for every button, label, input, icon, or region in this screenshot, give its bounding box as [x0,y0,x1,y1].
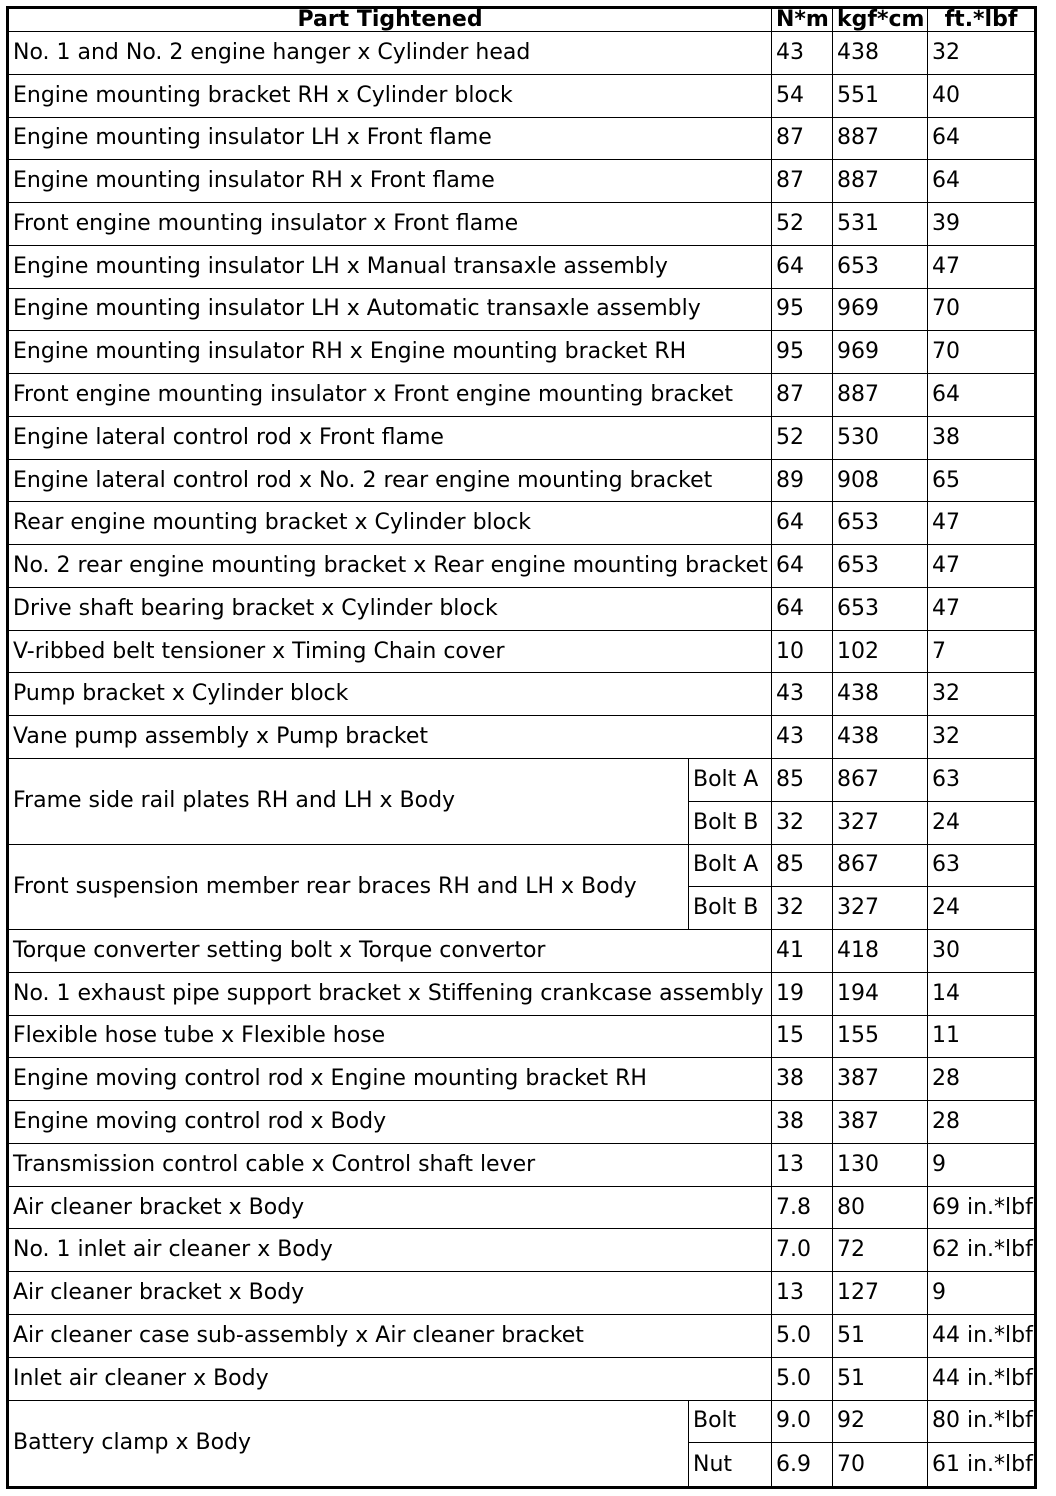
table-row [8,74,1036,117]
ft-lbf-cell: 9 [928,1143,1036,1186]
kgf-cell: 653 [833,502,928,545]
table-row [8,459,1036,502]
table-row [8,416,1036,459]
kgf-cell: 867 [833,844,928,887]
ft-lbf-cell: 9 [928,1272,1036,1315]
part-cell: Engine moving control rod x Body [8,1101,772,1144]
ft-lbf-cell: 69 in.*lbf [928,1186,1036,1229]
nm-cell: 5.0 [772,1357,833,1400]
kgf-cell: 969 [833,288,928,331]
kgf-cell: 70 [833,1443,928,1488]
ft-lbf-cell: 32 [928,32,1036,75]
part-cell: Drive shaft bearing bracket x Cylinder block [8,587,772,630]
kgf-cell: 418 [833,930,928,973]
fastener-cell: Bolt A [689,844,772,887]
part-cell: Air cleaner bracket x Body [8,1186,772,1229]
part-cell: Engine lateral control rod x No. 2 rear engine mounting bracket [8,459,772,502]
nm-cell: 13 [772,1143,833,1186]
fastener-cell: Bolt [689,1400,772,1443]
kgf-cell: 72 [833,1229,928,1272]
nm-cell: 9.0 [772,1400,833,1443]
ft-lbf-cell: 14 [928,972,1036,1015]
nm-cell: 5.0 [772,1314,833,1357]
ft-lbf-cell: 47 [928,545,1036,588]
nm-cell: 15 [772,1015,833,1058]
part-cell: No. 1 exhaust pipe support bracket x Stiffening crankcase assembly [8,972,772,1015]
nm-cell: 43 [772,716,833,759]
fastener-cell: Bolt A [689,759,772,802]
part-cell: Pump bracket x Cylinder block [8,673,772,716]
nm-cell: 7.0 [772,1229,833,1272]
ft-lbf-cell: 44 in.*lbf [928,1357,1036,1400]
kgf-cell: 867 [833,759,928,802]
nm-cell: 41 [772,930,833,973]
table-row [8,673,1036,716]
nm-cell: 95 [772,331,833,374]
nm-cell: 10 [772,630,833,673]
table-row [8,117,1036,160]
table-row [8,716,1036,759]
nm-cell: 32 [772,887,833,930]
table-row [8,1357,1036,1400]
header-kgf-cm: kgf*cm [833,8,928,32]
part-cell: Transmission control cable x Control shaft lever [8,1143,772,1186]
torque-specification-table [6,6,1037,1489]
table-row [8,1272,1036,1315]
part-cell: Engine mounting insulator LH x Front flame [8,117,772,160]
kgf-cell: 327 [833,887,928,930]
ft-lbf-cell: 28 [928,1101,1036,1144]
part-cell: Front engine mounting insulator x Front flame [8,203,772,246]
part-cell: Engine mounting insulator LH x Manual transaxle assembly [8,245,772,288]
ft-lbf-cell: 64 [928,160,1036,203]
fastener-cell: Bolt B [689,887,772,930]
table-row [8,32,1036,75]
table-row [8,587,1036,630]
ft-lbf-cell: 70 [928,331,1036,374]
kgf-cell: 387 [833,1101,928,1144]
kgf-cell: 969 [833,331,928,374]
nm-cell: 38 [772,1058,833,1101]
nm-cell: 64 [772,502,833,545]
table-row [8,972,1036,1015]
table-row [8,630,1036,673]
nm-cell: 87 [772,160,833,203]
table-row [8,331,1036,374]
part-cell: Air cleaner case sub-assembly x Air cleaner bracket [8,1314,772,1357]
header-part-tightened: Part Tightened [8,8,772,32]
nm-cell: 85 [772,759,833,802]
header-ft-lbf: ft.*lbf [928,8,1036,32]
part-cell: Rear engine mounting bracket x Cylinder block [8,502,772,545]
table-row [8,1143,1036,1186]
table-row [8,1314,1036,1357]
table-row [8,759,1036,802]
ft-lbf-cell: 64 [928,117,1036,160]
ft-lbf-cell: 47 [928,502,1036,545]
ft-lbf-cell: 40 [928,74,1036,117]
ft-lbf-cell: 24 [928,801,1036,844]
part-cell: Engine mounting insulator RH x Front flame [8,160,772,203]
kgf-cell: 653 [833,545,928,588]
kgf-cell: 327 [833,801,928,844]
part-cell: Engine moving control rod x Engine mounting bracket RH [8,1058,772,1101]
ft-lbf-cell: 47 [928,587,1036,630]
part-cell: No. 2 rear engine mounting bracket x Rear engine mounting bracket [8,545,772,588]
part-cell: Front suspension member rear braces RH and LH x Body [8,844,689,930]
ft-lbf-cell: 44 in.*lbf [928,1314,1036,1357]
kgf-cell: 127 [833,1272,928,1315]
part-cell: Front engine mounting insulator x Front engine mounting bracket [8,374,772,417]
nm-cell: 6.9 [772,1443,833,1488]
part-cell: Battery clamp x Body [8,1400,689,1488]
header-nm: N*m [772,8,833,32]
nm-cell: 43 [772,673,833,716]
kgf-cell: 908 [833,459,928,502]
nm-cell: 38 [772,1101,833,1144]
kgf-cell: 653 [833,245,928,288]
part-cell: Air cleaner bracket x Body [8,1272,772,1315]
ft-lbf-cell: 80 in.*lbf [928,1400,1036,1443]
kgf-cell: 653 [833,587,928,630]
ft-lbf-cell: 39 [928,203,1036,246]
ft-lbf-cell: 64 [928,374,1036,417]
table-row [8,502,1036,545]
kgf-cell: 51 [833,1314,928,1357]
ft-lbf-cell: 63 [928,759,1036,802]
table-row [8,1058,1036,1101]
part-cell: Flexible hose tube x Flexible hose [8,1015,772,1058]
ft-lbf-cell: 11 [928,1015,1036,1058]
nm-cell: 13 [772,1272,833,1315]
nm-cell: 19 [772,972,833,1015]
table-row [8,160,1036,203]
table-row [8,245,1036,288]
table-body [8,32,1036,1488]
kgf-cell: 130 [833,1143,928,1186]
part-cell: Torque converter setting bolt x Torque convertor [8,930,772,973]
table-row [8,1015,1036,1058]
ft-lbf-cell: 70 [928,288,1036,331]
ft-lbf-cell: 62 in.*lbf [928,1229,1036,1272]
ft-lbf-cell: 32 [928,673,1036,716]
table-row [8,844,1036,887]
table-row [8,545,1036,588]
kgf-cell: 80 [833,1186,928,1229]
kgf-cell: 438 [833,673,928,716]
fastener-cell: Bolt B [689,801,772,844]
ft-lbf-cell: 30 [928,930,1036,973]
nm-cell: 89 [772,459,833,502]
table-row [8,1186,1036,1229]
nm-cell: 64 [772,587,833,630]
part-cell: V-ribbed belt tensioner x Timing Chain cover [8,630,772,673]
ft-lbf-cell: 63 [928,844,1036,887]
nm-cell: 32 [772,801,833,844]
kgf-cell: 531 [833,203,928,246]
kgf-cell: 438 [833,716,928,759]
part-cell: No. 1 and No. 2 engine hanger x Cylinder head [8,32,772,75]
kgf-cell: 194 [833,972,928,1015]
table-row [8,1229,1036,1272]
nm-cell: 87 [772,117,833,160]
kgf-cell: 155 [833,1015,928,1058]
kgf-cell: 51 [833,1357,928,1400]
ft-lbf-cell: 24 [928,887,1036,930]
nm-cell: 7.8 [772,1186,833,1229]
nm-cell: 95 [772,288,833,331]
kgf-cell: 887 [833,374,928,417]
table-row [8,374,1036,417]
part-cell: Vane pump assembly x Pump bracket [8,716,772,759]
table-header-row [8,8,1036,32]
nm-cell: 64 [772,245,833,288]
kgf-cell: 887 [833,160,928,203]
nm-cell: 54 [772,74,833,117]
kgf-cell: 92 [833,1400,928,1443]
table-row [8,203,1036,246]
table-row [8,1101,1036,1144]
nm-cell: 64 [772,545,833,588]
nm-cell: 52 [772,416,833,459]
ft-lbf-cell: 7 [928,630,1036,673]
part-cell: Engine mounting insulator RH x Engine mounting bracket RH [8,331,772,374]
part-cell: Engine lateral control rod x Front flame [8,416,772,459]
kgf-cell: 102 [833,630,928,673]
ft-lbf-cell: 61 in.*lbf [928,1443,1036,1488]
nm-cell: 43 [772,32,833,75]
ft-lbf-cell: 47 [928,245,1036,288]
table-row [8,930,1036,973]
ft-lbf-cell: 32 [928,716,1036,759]
kgf-cell: 387 [833,1058,928,1101]
ft-lbf-cell: 38 [928,416,1036,459]
kgf-cell: 438 [833,32,928,75]
part-cell: Engine mounting bracket RH x Cylinder block [8,74,772,117]
table-row [8,288,1036,331]
kgf-cell: 551 [833,74,928,117]
kgf-cell: 530 [833,416,928,459]
fastener-cell: Nut [689,1443,772,1488]
ft-lbf-cell: 65 [928,459,1036,502]
kgf-cell: 887 [833,117,928,160]
part-cell: Inlet air cleaner x Body [8,1357,772,1400]
nm-cell: 85 [772,844,833,887]
ft-lbf-cell: 28 [928,1058,1036,1101]
table-row [8,1400,1036,1443]
part-cell: No. 1 inlet air cleaner x Body [8,1229,772,1272]
nm-cell: 52 [772,203,833,246]
nm-cell: 87 [772,374,833,417]
part-cell: Engine mounting insulator LH x Automatic transaxle assembly [8,288,772,331]
part-cell: Frame side rail plates RH and LH x Body [8,759,689,845]
